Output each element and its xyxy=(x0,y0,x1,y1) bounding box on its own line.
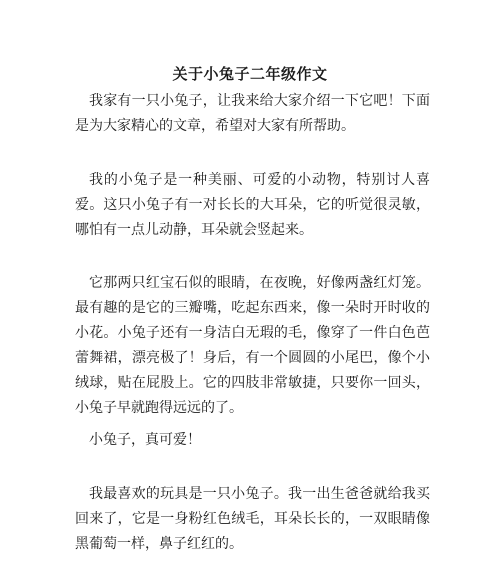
document-title: 关于小兔子二年级作文 xyxy=(172,65,328,83)
paragraph-intro: 我家有一只小兔子，让我来给大家介绍一下它吧！下面是为大家精心的文章，希望对大家有所帮助。 xyxy=(75,93,430,134)
paragraph-toy: 我最喜欢的玩具是一只小兔子。我一出生爸爸就给我买回来了，它是一身粉红色绒毛，耳朵长长的，一双眼睛像黑葡萄一样，鼻子红红的。 xyxy=(75,486,430,552)
paragraph-description: 我的小兔子是一种美丽、可爱的小动物，特别讨人喜爱。这只小兔子有一对长长的大耳朵，它的听觉很灵敏，哪怕有一点儿动静，耳朵就会竖起来。 xyxy=(75,172,430,238)
paragraph-features: 它那两只红宝石似的眼睛，在夜晚，好像两盏红灯笼。最有趣的是它的三瓣嘴，吃起东西来，像一朵时开时收的小花。小兔子还有一身洁白无瑕的毛，像穿了一件白色芭蕾舞裙，漂亮极了！身后，有一个圆圆的小尾巴，像个小绒球，贴在屁股上。它的四肢非常敏捷，只要你一回头，小兔子早就跑得远远的了。 xyxy=(75,275,430,416)
paragraph-exclamation: 小兔子，真可爱！ xyxy=(89,432,201,448)
